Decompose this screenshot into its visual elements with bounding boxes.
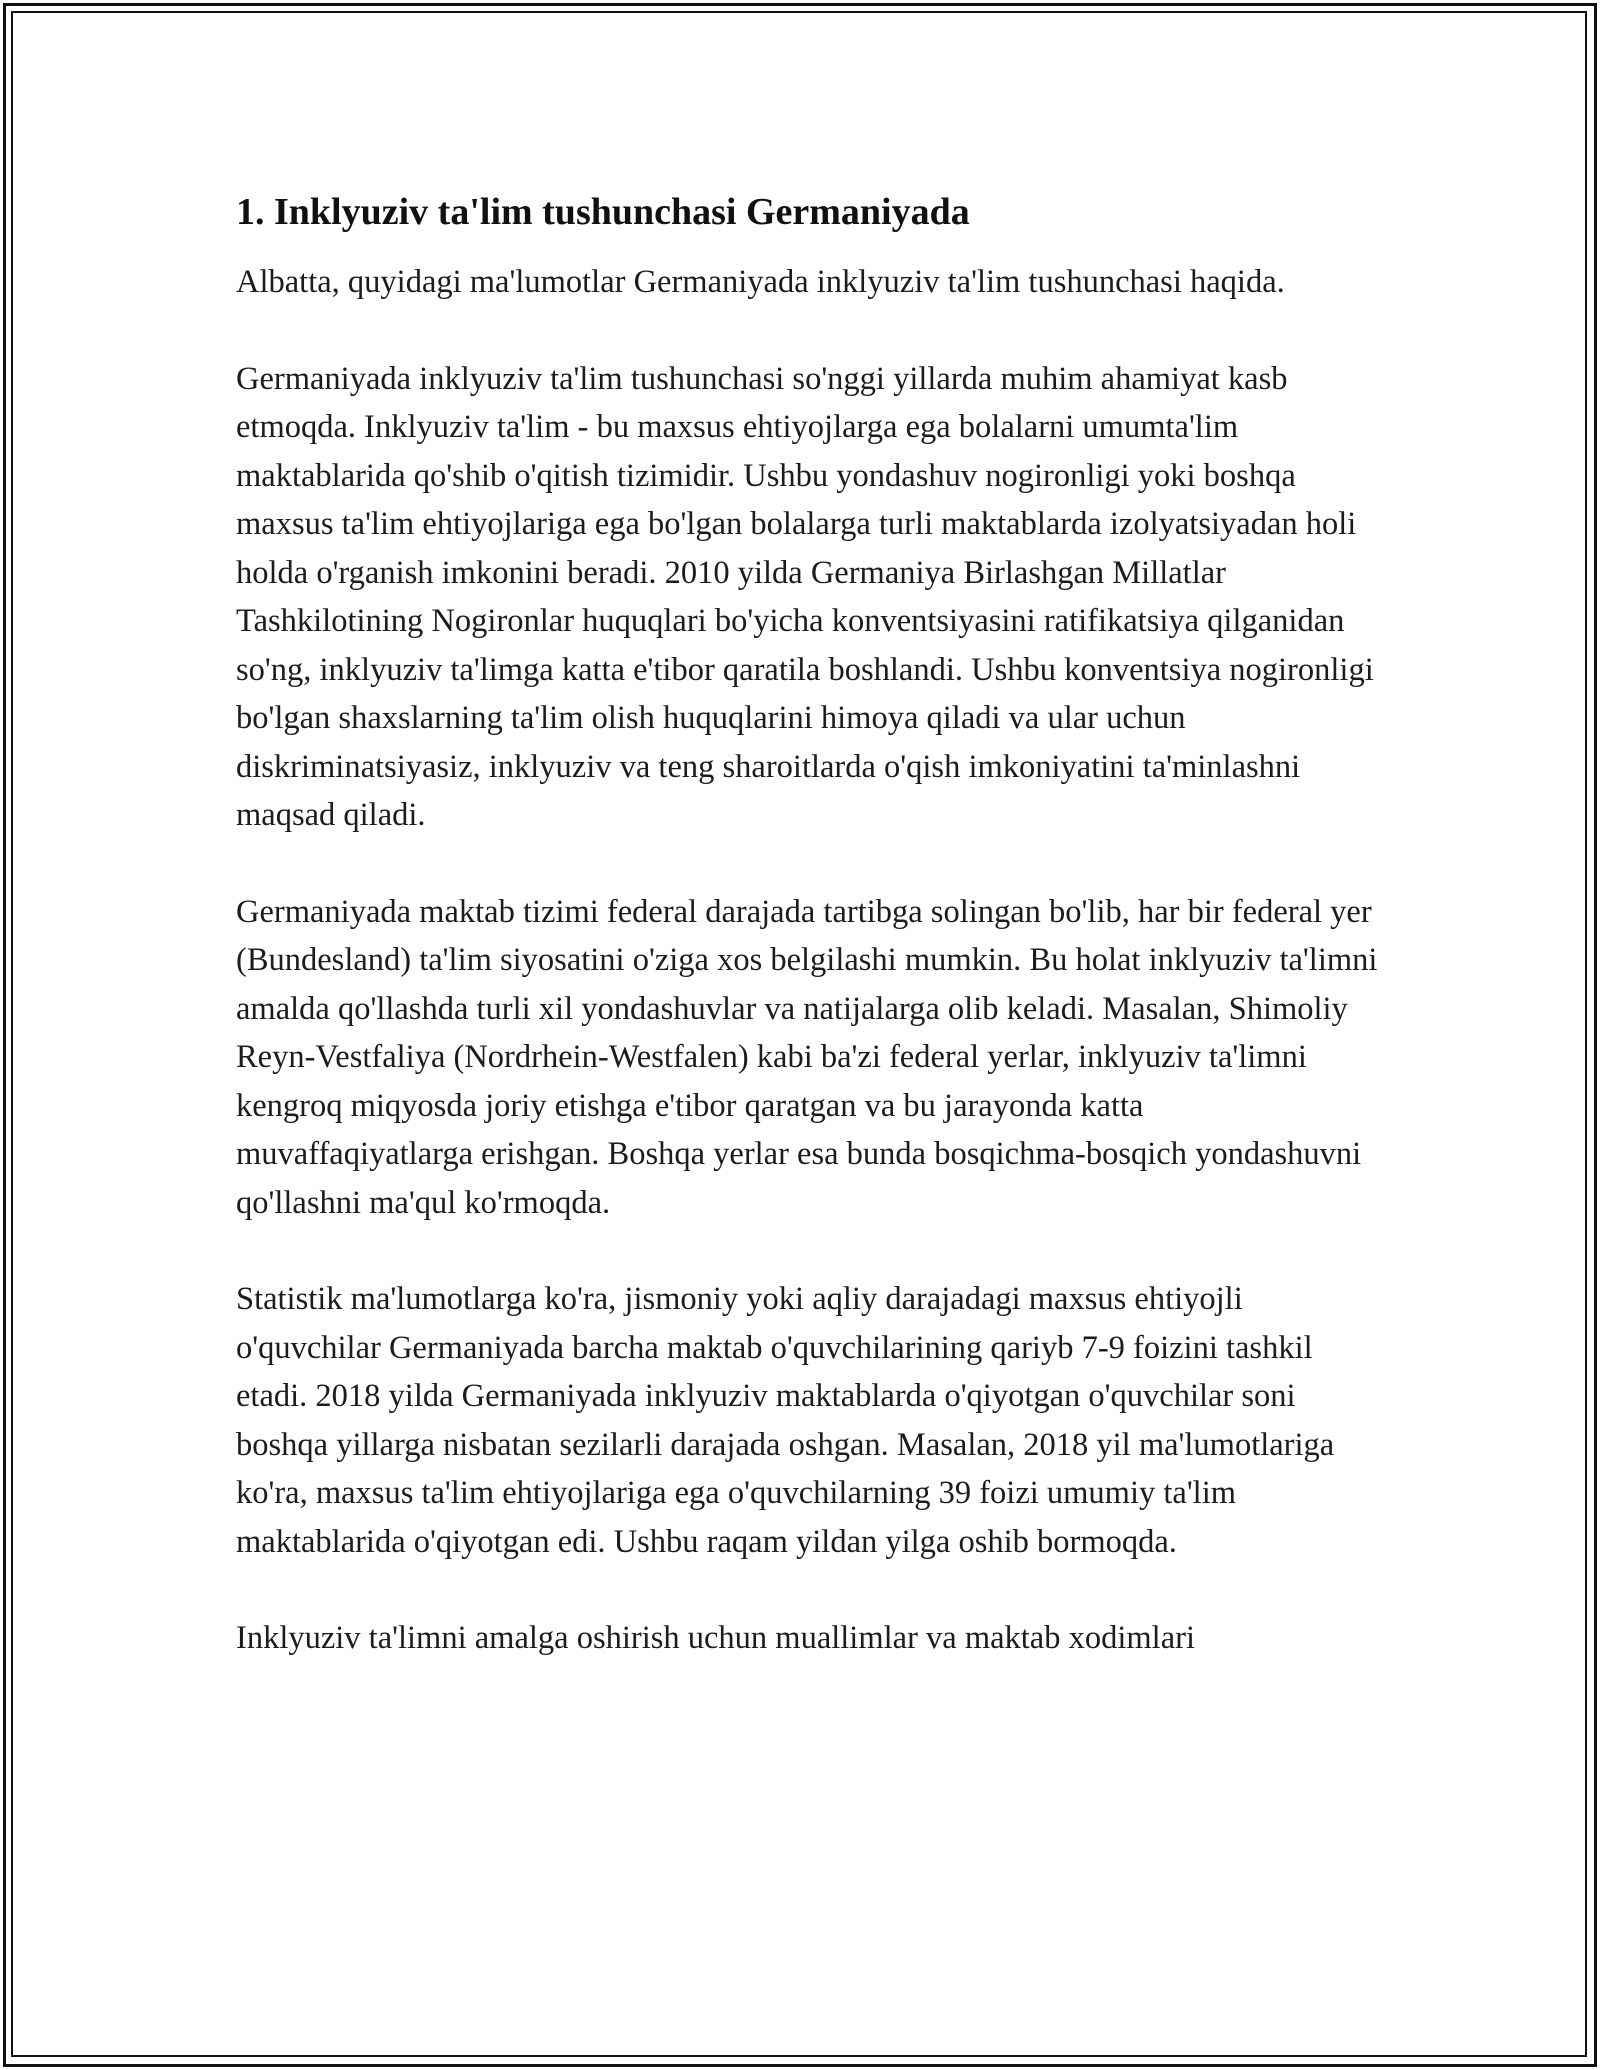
paragraph-implementation: Inklyuziv ta'limni amalga oshirish uchun muallimlar va maktab xodimlari: [236, 1620, 1195, 1656]
paragraph-intro: Albatta, quyidagi ma'lumotlar Germaniyada inklyuziv ta'lim tushunchasi haqida.: [236, 264, 1285, 300]
paragraph-definition: Germaniyada inklyuziv ta'lim tushunchasi so'nggi yillarda muhim ahamiyat kasb etmoqda. Inklyuziv ta'lim - bu maxsus ehtiyojlarga ega bolalarni umumta'lim maktablarida qo'shib o'qitish tizimidir. Ushbu yondashuv nogironligi yoki boshqa maxsus ta'lim ehtiyojlariga ega bo'lgan bolalarga turli maktablarda izolyatsiyadan holi holda o'rganish imkonini beradi. 2010 yilda Germaniya Birlashgan Millatlar Tashkilotining Nogironlar huquqlari bo'yicha konventsiyasini ratifikatsiya qilganidan so'ng, inklyuziv ta'limga katta e'tibor qaratila boshlandi. Ushbu konventsiya nogironligi bo'lgan shaxslarning ta'lim olish huquqlarini himoya qiladi va ular uchun diskriminatsiyasiz, inklyuziv va teng sharoitlarda o'qish imkoniyatini ta'minlashni maqsad qiladi.: [236, 360, 1374, 833]
section-heading: 1. Inklyuziv ta'lim tushunchasi Germaniyada: [236, 191, 970, 233]
document-body: [236, 188, 1386, 1711]
paragraph-federal-system: Germaniyada maktab tizimi federal darajada tartibga solingan bo'lib, har bir federal yer (Bundesland) ta'lim siyosatini o'ziga xos belgilashi mumkin. Bu holat inklyuziv ta'limni amalda qo'llashda turli xil yondashuvlar va natijalarga olib keladi. Masalan, Shimoliy Reyn-Vestfaliya (Nordrhein-Westfalen) kabi ba'zi federal yerlar, inklyuziv ta'limni kengroq miqyosda joriy etishga e'tibor qaratgan va bu jarayonda katta muvaffaqiyatlarga erishgan. Boshqa yerlar esa bunda bosqichma-bosqich yondashuvni qo'llashni ma'qul ko'rmoqda.: [236, 893, 1378, 1221]
paragraph-statistics: Statistik ma'lumotlarga ko'ra, jismoniy yoki aqliy darajadagi maxsus ehtiyojli o'quvchilar Germaniyada barcha maktab o'quvchilarining qariyb 7-9 foizini tashkil etadi. 2018 yilda Germaniyada inklyuziv maktablarda o'qiyotgan o'quvchilar soni boshqa yillarga nisbatan sezilarli darajada oshgan. Masalan, 2018 yil ma'lumotlariga ko'ra, maxsus ta'lim ehtiyojlariga ega o'quvchilarning 39 foizi umumiy ta'lim maktablarida o'qiyotgan edi. Ushbu raqam yildan yilga oshib bormoqda.: [236, 1281, 1335, 1560]
